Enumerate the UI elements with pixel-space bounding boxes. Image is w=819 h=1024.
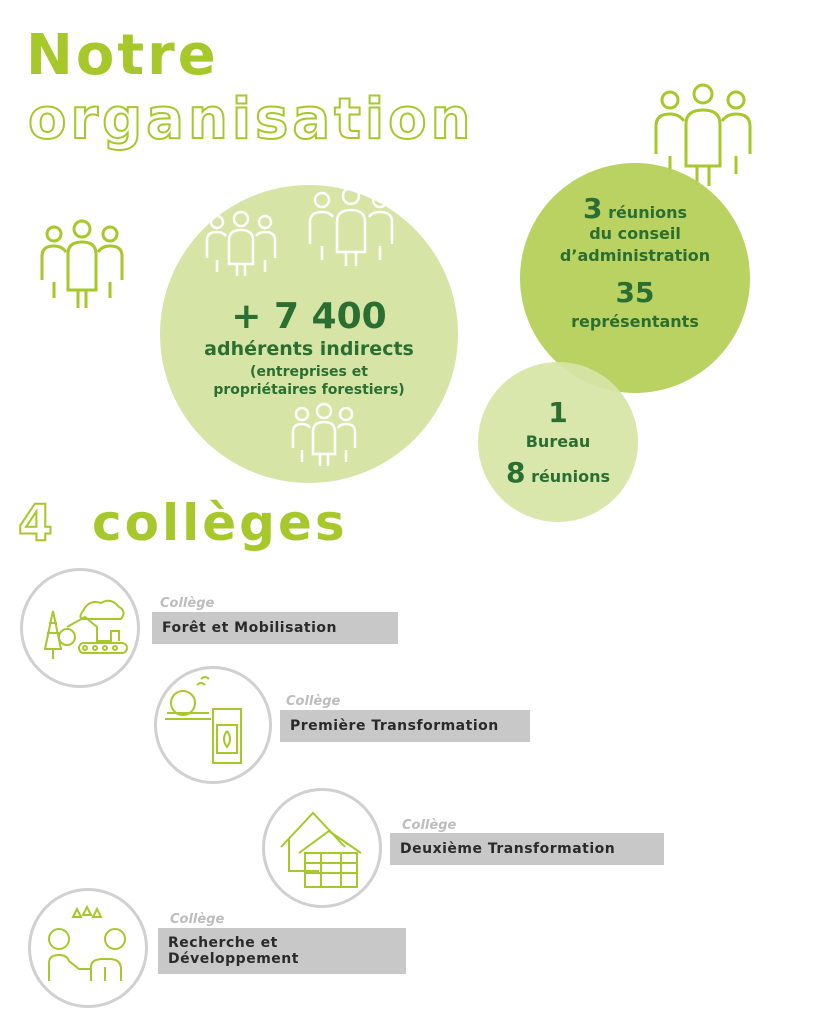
bureau-number: 1 (548, 396, 568, 429)
bureau-label: Bureau (525, 432, 591, 451)
board-meetings-number: 3 (583, 192, 603, 225)
board-representatives-label: représentants (571, 312, 699, 331)
college-name: Première Transformation (290, 718, 499, 734)
members-detail-1: (entreprises et (250, 364, 368, 380)
college-name: Forêt et Mobilisation (162, 620, 337, 636)
people-group-icon (38, 220, 126, 310)
college-kicker: Collège (170, 912, 225, 927)
board-representatives-number: 35 (615, 276, 655, 309)
college-icon-circle (28, 888, 148, 1008)
college-name-box (280, 710, 530, 742)
forestry-machine-icon (23, 571, 137, 685)
college-name-line-1: Recherche et (168, 935, 278, 951)
members-detail-2: propriétaires forestiers) (213, 382, 405, 398)
college-name-box (158, 928, 406, 974)
colleges-count: 4 (18, 494, 53, 552)
college-kicker: Collège (160, 596, 215, 611)
board-meetings (520, 192, 750, 225)
bureau-meetings (478, 456, 638, 489)
bureau-meetings-label: réunions (531, 467, 610, 486)
college-icon-circle (262, 788, 382, 908)
members-label: adhérents indirects (204, 338, 414, 360)
title-line-1: Notre (26, 23, 219, 88)
college-kicker: Collège (286, 694, 341, 709)
title-line-2: organisation (28, 87, 475, 152)
sawmill-boiler-icon (157, 669, 269, 781)
college-icon-circle (20, 568, 140, 688)
college-name-box (390, 833, 664, 865)
members-number: + 7 400 (231, 296, 387, 337)
college-kicker: Collège (402, 818, 457, 833)
people-group-icon (291, 404, 357, 468)
board-line-2: du conseil (589, 224, 681, 243)
research-people-icon (31, 891, 145, 1005)
timber-house-icon (265, 791, 379, 905)
colleges-heading: collèges (92, 494, 348, 552)
bureau-meetings-number: 8 (506, 456, 526, 489)
people-group-icon (308, 188, 394, 268)
people-group-icon (205, 212, 277, 278)
college-name-line-2: Développement (168, 951, 299, 967)
college-name: Deuxième Transformation (400, 841, 616, 857)
college-name-box (152, 612, 398, 644)
college-icon-circle (154, 666, 272, 784)
board-line-3: d’administration (559, 246, 711, 265)
board-meetings-label: réunions (608, 203, 687, 222)
